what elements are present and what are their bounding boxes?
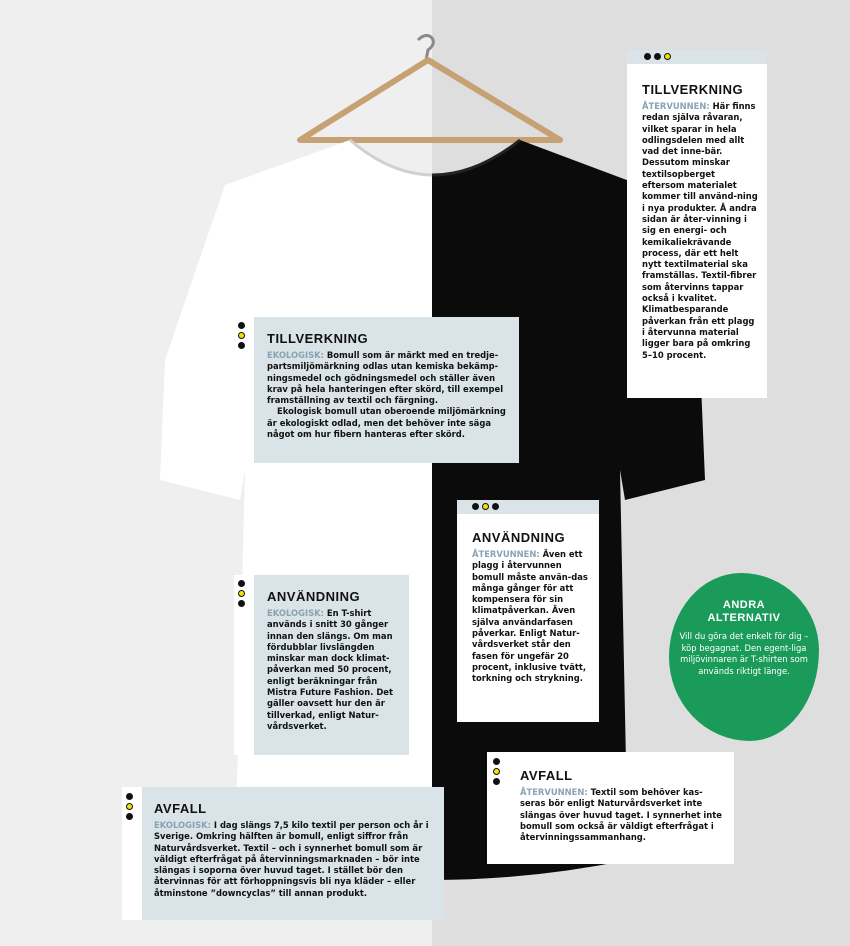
status-dots-icon bbox=[644, 53, 671, 60]
andra-alternativ-badge bbox=[669, 573, 819, 741]
box-heading: ANVÄNDNING bbox=[267, 589, 361, 604]
status-dots-icon bbox=[472, 503, 499, 510]
box-text: ÅTERVUNNEN: Även ett plagg i återvunnen bomull måste använ-das många gånger för att kompensera för sin klimatpåverkan. Även själva användarfasen påverkar. Enligt Natur-vårdsverket står den fasen för ungefär 20 procent, inklusive tvätt, torkning och strykning. bbox=[472, 549, 588, 684]
box-heading: AVFALL bbox=[520, 768, 573, 783]
box-heading: AVFALL bbox=[154, 801, 207, 816]
hanger-icon bbox=[300, 35, 560, 140]
box-text: EKOLOGISK: Bomull som är märkt med en tredje-partsmiljömärkning odlas utan kemiska bekämp-ningsmedel och gödningsmedel och ställer även krav på hela hanteringen efter skörd, till exempel framställning av textil och färgning. bbox=[267, 350, 504, 406]
avfall-ekologisk-box bbox=[122, 787, 444, 920]
box-heading: ANVÄNDNING bbox=[472, 530, 566, 545]
alt-title-1: ANDRA bbox=[722, 599, 766, 611]
anvandning-ekologisk-box bbox=[234, 575, 409, 755]
status-dots-icon bbox=[238, 580, 245, 607]
box-text: ÅTERVUNNEN: Här finns redan själva råvaran, vilket sparar in hela odlingsdelen med allt vad det inne-bär. Dessutom minskar textilsopberget eftersom materialet kommer till använd-ning i nya produkter. Å andra sidan är åter-vinning i sig en energi- och kemikaliekrävande process, där ett helt nytt textilmaterial ska framställas. Textil-fibrer som återvinns tappar också i kvalitet. Klimatbesparande påverkan från ett plagg i återvunna material ligger bara på omkring 5–10 procent. bbox=[642, 101, 758, 360]
box-heading: TILLVERKNING bbox=[267, 331, 369, 346]
status-dots-icon bbox=[238, 322, 245, 349]
status-dots-icon bbox=[126, 793, 133, 820]
tillverkning-ekologisk-box bbox=[234, 317, 519, 463]
alt-text: Vill du göra det enkelt för dig – köp begagnat. Den egent-liga miljövinnaren är T-shirten som används riktigt länge. bbox=[679, 631, 809, 676]
box-text: EKOLOGISK: En T-shirt används i snitt 30 gånger innan den slängs. Om man fördubblar livslängden minskar man dock klimat-påverkan med 50 procent, enligt beräkningar från Mistra Future Fashion. Det gäller oavsett hur den är tillverkad, enligt Natur-vårdsverket. bbox=[267, 608, 393, 731]
avfall-atervunnen-box bbox=[487, 752, 734, 864]
box-text-2: Ekologisk bomull utan oberoende miljömärkning är ekologiskt odlad, men det behöver inte säga något om hur fibern hanteras efter skörd. bbox=[267, 406, 506, 440]
anvandning-atervunnen-box bbox=[457, 500, 599, 722]
box-text: ÅTERVUNNEN: Textil som behöver kas-seras bör enligt Naturvårdsverket inte slängas över huvud taget. I synnerhet inte bomull som också är väldigt efterfrågat i återvinningssammanhang. bbox=[520, 787, 722, 843]
box-text: EKOLOGISK: I dag slängs 7,5 kilo textil per person och år i Sverige. Omkring hälften är bomull, enligt siffror från Naturvårdsverket. Textil – och i synnerhet bomull som är väldigt efterfrågat på återvinningsmarknaden – bör inte slängas i soporna över huvud taget. I stället bör den återvinnas för att förhoppningsvis bli nya kläder – eller åtminstone ”downcyclas” till annan produkt. bbox=[154, 820, 429, 898]
alt-title-2: ALTERNATIV bbox=[707, 612, 781, 624]
tillverkning-atervunnen-box bbox=[627, 50, 767, 398]
status-dots-icon bbox=[493, 758, 500, 785]
box-heading: TILLVERKNING bbox=[642, 82, 744, 97]
